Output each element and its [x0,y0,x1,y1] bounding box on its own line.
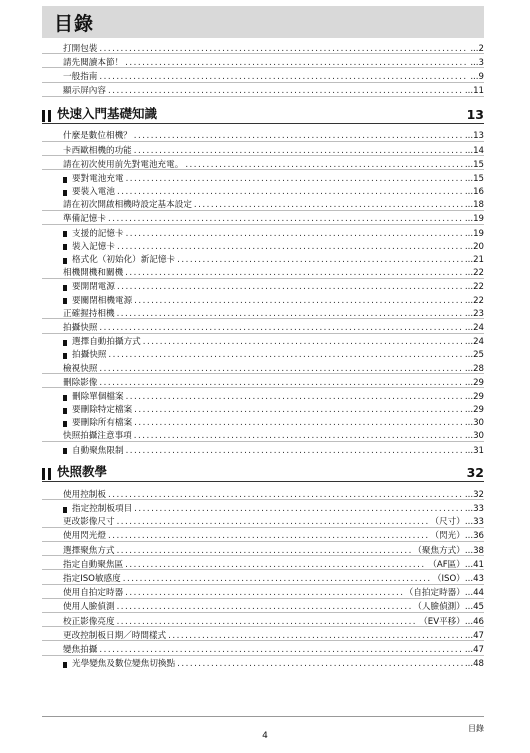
toc-entry-label: 更改影像尺寸 [63,517,115,528]
leader-dots [108,215,463,224]
toc-entry-page: ... 25 [465,351,484,360]
section-title: 快速入門基礎知識 [57,105,158,121]
leader-dots [123,575,431,584]
toc-entry-page: ... 29 [465,406,484,415]
toc-entry-page: ... 23 [465,310,484,319]
toc-entry[interactable] [42,599,484,613]
section-page: 32 [466,465,484,481]
section-header[interactable] [42,463,484,482]
section-page: 13 [466,106,484,122]
toc-entry-label: 刪除影像 [63,377,98,388]
leader-dots [125,561,426,570]
toc-entry-page: ... 3 [470,59,484,68]
toc-entry-page: ... 15 [465,161,484,170]
page-title: 目錄 [54,13,95,35]
leader-dots [134,432,463,441]
toc-entry[interactable] [42,627,484,641]
bullet-icon [63,340,67,346]
toc-subentry[interactable] [42,170,484,183]
toc-subentry[interactable] [42,347,484,360]
toc-entry-page: ... 33 [465,505,484,514]
toc-entry-label: 準備記憶卡 [63,214,106,225]
leader-dots [134,406,463,415]
bullet-icon [63,507,67,513]
toc-entry-page: ... 15 [465,175,484,184]
toc-entry[interactable] [42,128,484,142]
toc-entry[interactable] [42,542,484,556]
leader-dots [134,132,463,141]
toc-entry-page: ... 24 [465,324,484,333]
toc-entry-label: 拍攝快照 [72,350,107,361]
bullet-icon [63,258,67,264]
toc-entry-page: ... 13 [465,132,484,141]
footer-label: 目錄 [468,724,484,733]
leader-dots [126,175,463,184]
leader-dots [117,243,463,252]
bullet-icon [63,177,67,183]
leader-dots [125,589,403,598]
toc-entry[interactable] [42,486,484,500]
toc-entry[interactable] [42,54,484,68]
footer-page-number: 4 [262,731,268,741]
leader-dots [134,505,463,514]
toc-entry-page: ... 38 [465,547,484,556]
toc-entry-page: ... 41 [465,561,484,570]
leader-dots [99,45,468,54]
toc-entry-label: 指定控制板項目 [72,504,133,515]
toc-entry-label: 光學變焦及數位變焦切換點 [72,659,176,670]
toc-entry-label: 正確握持相機 [63,308,115,319]
toc-entry-page: ... 48 [465,660,484,669]
toc-entry-suffix: （EV平移） [419,616,465,627]
toc-entry-page: ... 30 [465,419,484,428]
toc-entry-page: ... 11 [465,87,484,96]
toc-entry-suffix: （尺寸） [430,517,465,528]
leader-dots [108,87,463,96]
toc-entry-label: 要刪除所有檔案 [72,418,133,429]
toc-entry-label: 要對電池充電 [72,173,124,184]
toc-entry[interactable] [42,83,484,97]
leader-dots [185,161,463,170]
toc-entry[interactable] [42,68,484,82]
bullet-icon [63,190,67,196]
toc-entry-label: 使用人臉偵測 [63,602,115,613]
bullet-icon [63,662,67,668]
title-bar [42,6,484,38]
toc-entry-page: ... 19 [465,215,484,224]
toc-entry-label: 支援的記憶卡 [72,228,124,239]
section-title: 快照教學 [57,464,108,480]
toc-entry[interactable] [42,374,484,388]
toc-entry[interactable] [42,585,484,599]
leader-dots [99,646,462,655]
section-marker-icon [42,110,51,122]
leader-dots [99,365,462,374]
toc-entry-page: ... 44 [465,589,484,598]
toc-entry-label: 什麼是數位相機？ [63,131,132,142]
leader-dots [177,256,463,265]
section-marker-icon [42,468,51,480]
toc-entry-suffix: （AF區） [428,559,465,570]
toc-entry-label: 使用控制板 [63,489,106,500]
toc-entry-label: 使用閃光燈 [63,531,106,542]
toc-entry-page: ... 29 [465,379,484,388]
toc-entry-page: ... 18 [465,201,484,210]
toc-entry-page: ... 21 [465,256,484,265]
toc-subentry[interactable] [42,656,484,669]
toc-entry-page: ... 19 [465,230,484,239]
toc-entry-label: 一般指南 [63,71,98,82]
toc-entry-label: 相機開機和關機 [63,268,124,279]
leader-dots [108,491,463,500]
table-of-contents [42,40,484,669]
toc-entry-label: 請在初次開啟相機時設定基本設定 [63,200,192,211]
toc-entry-page: ... 45 [465,603,484,612]
leader-dots [143,338,463,347]
leader-dots [117,618,418,627]
bullet-icon [63,421,67,427]
bullet-icon [63,395,67,401]
leader-dots [126,393,463,402]
leader-dots [117,603,412,612]
toc-subentry[interactable] [42,184,484,197]
toc-entry-page: ... 31 [465,447,484,456]
toc-entry-label: 更改控制板日期／時間樣式 [63,630,167,641]
toc-entry[interactable] [42,641,484,655]
leader-dots [134,147,463,156]
leader-dots [117,310,463,319]
bullet-icon [63,298,67,304]
toc-entry-page: ... 16 [465,188,484,197]
toc-entry-page: ... 14 [465,147,484,156]
toc-entry-label: 要裝入電池 [72,187,115,198]
toc-entry-label: 卡西歐相機的功能 [63,145,132,156]
toc-entry-page: ... 2 [470,45,484,54]
toc-subentry[interactable] [42,279,484,292]
leader-dots [125,59,468,68]
toc-entry-page: ... 9 [470,73,484,82]
leader-dots [117,283,463,292]
toc-entry-suffix: （ISO） [432,573,465,584]
toc-entry[interactable] [42,211,484,225]
toc-entry-label: 指定自動聚焦區 [63,559,124,570]
toc-entry-suffix: （聚焦方式） [413,545,465,556]
footer-divider [42,716,484,717]
toc-entry[interactable] [42,514,484,528]
bullet-icon [63,231,67,237]
leader-dots [134,419,463,428]
toc-entry-page: ... 28 [465,365,484,374]
toc-entry-label: 自動聚焦限制 [72,445,124,456]
toc-entry[interactable] [42,142,484,156]
leader-dots [117,188,463,197]
toc-entry-label: 打開包裝 [63,43,98,54]
toc-entry-page: ... 46 [465,618,484,627]
toc-entry-label: 選擇聚焦方式 [63,545,115,556]
toc-entry[interactable] [42,265,484,279]
toc-entry-label: 檢視快照 [63,363,98,374]
leader-dots [108,532,428,541]
bullet-icon [63,353,67,359]
toc-entry-suffix: （人臉偵測） [413,602,465,613]
toc-entry-page: ... 29 [465,393,484,402]
leader-dots [134,297,463,306]
toc-entry-label: 要刪除特定檔案 [72,405,133,416]
leader-dots [126,230,463,239]
toc-entry-label: 選擇自動拍攝方式 [72,337,141,348]
toc-entry[interactable] [42,197,484,211]
leader-dots [99,73,468,82]
toc-entry-page: ... 47 [465,632,484,641]
toc-subentry[interactable] [42,251,484,264]
toc-entry-page: ... 30 [465,432,484,441]
leader-dots [117,518,429,527]
toc-subentry[interactable] [42,334,484,347]
toc-entry-suffix: （自拍定時器） [404,588,465,599]
toc-entry-page: ... 32 [465,491,484,500]
leader-dots [125,269,463,278]
section-header[interactable] [42,105,484,124]
toc-entry[interactable] [42,156,484,170]
toc-subentry[interactable] [42,402,484,415]
toc-entry-label: 格式化（初始化）新記憶卡 [72,255,176,266]
toc-entry-label: 請先閱讀本節！ [63,57,124,68]
toc-entry-page: ... 22 [465,269,484,278]
toc-entry-page: ... 36 [465,532,484,541]
toc-entry-page: ... 22 [465,283,484,292]
toc-entry-page: ... 47 [465,646,484,655]
toc-entry-label: 顯示屏內容 [63,86,106,97]
leader-dots [168,632,463,641]
toc-entry-label: 快照拍攝注意事項 [63,431,132,442]
toc-entry-label: 變焦拍攝 [63,644,98,655]
toc-entry-label: 拍攝快照 [63,322,98,333]
leader-dots [99,379,462,388]
toc-entry[interactable] [42,528,484,542]
toc-entry[interactable] [42,319,484,333]
leader-dots [117,547,412,556]
leader-dots [194,201,463,210]
toc-subentry[interactable] [42,292,484,305]
toc-entry-label: 指定ISO敏感度 [63,573,121,584]
toc-entry-label: 要開閉電源 [72,282,115,293]
toc-entry-label: 裝入記憶卡 [72,241,115,252]
toc-entry[interactable] [42,360,484,374]
toc-subentry[interactable] [42,238,484,251]
toc-entry[interactable] [42,556,484,570]
toc-subentry[interactable] [42,225,484,238]
leader-dots [177,660,463,669]
toc-entry-label: 請在初次使用前先對電池充電。 [63,159,184,170]
toc-entry-page: ... 43 [465,575,484,584]
toc-entry[interactable] [42,40,484,54]
toc-entry[interactable] [42,428,484,442]
toc-subentry[interactable] [42,442,484,455]
toc-entry[interactable] [42,570,484,584]
leader-dots [108,351,462,360]
bullet-icon [63,244,67,250]
toc-entry-label: 刪除單個檔案 [72,391,124,402]
toc-entry-page: ... 33 [465,518,484,527]
toc-subentry[interactable] [42,500,484,513]
toc-entry-label: 使用自拍定時器 [63,588,124,599]
toc-entry-page: ... 22 [465,297,484,306]
bullet-icon [63,408,67,414]
bullet-icon [63,285,67,291]
bullet-icon [63,448,67,454]
toc-entry[interactable] [42,305,484,319]
toc-entry-label: 校正影像亮度 [63,616,115,627]
toc-entry-label: 要關閉相機電源 [72,295,133,306]
toc-entry-page: ... 20 [465,243,484,252]
toc-entry-suffix: （閃光） [430,531,465,542]
toc-entry-page: ... 24 [465,338,484,347]
toc-entry[interactable] [42,613,484,627]
leader-dots [126,447,463,456]
toc-subentry[interactable] [42,388,484,401]
leader-dots [99,324,462,333]
toc-subentry[interactable] [42,415,484,428]
